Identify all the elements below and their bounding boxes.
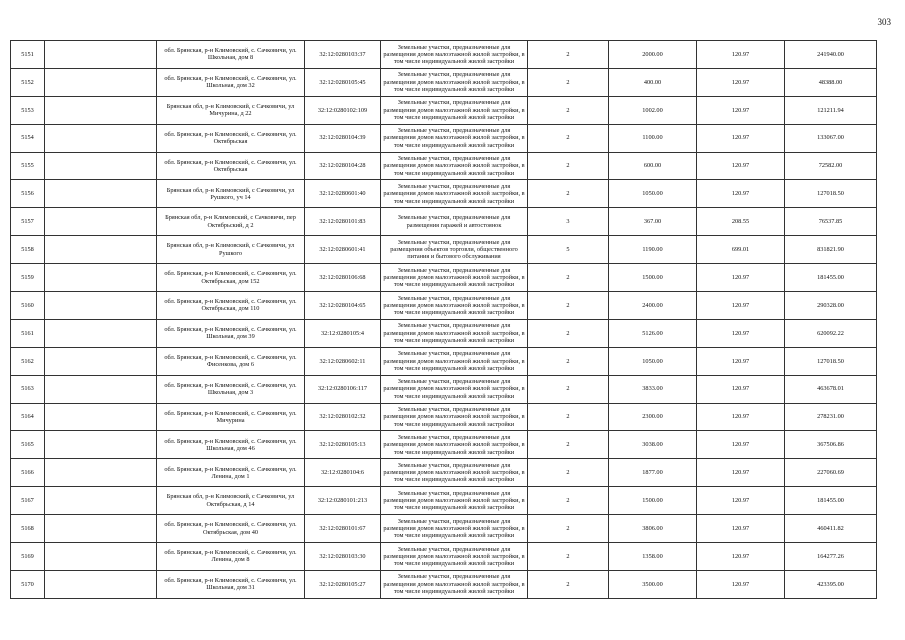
table-row <box>11 403 877 431</box>
cadastre-number-cell: 32:12:0280105:45 <box>305 68 381 96</box>
table-row <box>11 96 877 124</box>
cadastral-value-cell: 72582.00 <box>785 152 877 180</box>
group-cell: 2 <box>528 487 609 515</box>
specific-value-cell: 120.97 <box>697 347 785 375</box>
empty-cell <box>45 264 157 292</box>
land-use-cell: Земельные участки, предназначенные для размещения домов малоэтажной жилой застройки, в том числе индивидуальной жилой застройки <box>381 487 528 515</box>
cadastre-number-cell: 32:12:0280104:28 <box>305 152 381 180</box>
group-cell: 2 <box>528 264 609 292</box>
cadastre-number-cell: 32:12:0280105:4 <box>305 319 381 347</box>
address-cell: Брянская обл, р-н Климовский, с Сачковичи, ул Рушкого, уч 14 <box>157 180 305 208</box>
specific-value-cell: 120.97 <box>697 487 785 515</box>
area-cell: 1190.00 <box>609 236 697 264</box>
table-row <box>11 292 877 320</box>
cadastre-number-cell: 32:12:0280105:13 <box>305 431 381 459</box>
cadastre-number-cell: 32:12:0280602:11 <box>305 347 381 375</box>
area-cell: 367.00 <box>609 208 697 236</box>
group-cell: 2 <box>528 347 609 375</box>
group-cell: 2 <box>528 431 609 459</box>
area-cell: 1050.00 <box>609 180 697 208</box>
area-cell: 1500.00 <box>609 487 697 515</box>
row-number-cell: 5162 <box>11 347 45 375</box>
specific-value-cell: 120.97 <box>697 543 785 571</box>
cadastral-value-cell: 367506.86 <box>785 431 877 459</box>
table-row <box>11 180 877 208</box>
group-cell: 2 <box>528 124 609 152</box>
group-cell: 3 <box>528 208 609 236</box>
specific-value-cell: 120.97 <box>697 152 785 180</box>
specific-value-cell: 120.97 <box>697 459 785 487</box>
row-number-cell: 5153 <box>11 96 45 124</box>
cadastral-value-cell: 76537.85 <box>785 208 877 236</box>
empty-cell <box>45 236 157 264</box>
table-row <box>11 459 877 487</box>
cadastral-value-cell: 831821.90 <box>785 236 877 264</box>
group-cell: 2 <box>528 292 609 320</box>
cadastral-value-cell: 620092.22 <box>785 319 877 347</box>
cadastre-number-cell: 32:12:0280102:109 <box>305 96 381 124</box>
group-cell: 2 <box>528 543 609 571</box>
cadastral-value-cell: 48388.00 <box>785 68 877 96</box>
row-number-cell: 5165 <box>11 431 45 459</box>
row-number-cell: 5164 <box>11 403 45 431</box>
table-row <box>11 41 877 69</box>
address-cell: обл. Брянская, р-н Климовский, с. Сачковичи, ул. Школьная, дом 3 <box>157 375 305 403</box>
land-use-cell: Земельные участки, предназначенные для размещения домов малоэтажной жилой застройки, в том числе индивидуальной жилой застройки <box>381 347 528 375</box>
land-use-cell: Земельные участки, предназначенные для размещения домов малоэтажной жилой застройки, в том числе индивидуальной жилой застройки <box>381 543 528 571</box>
address-cell: обл. Брянская, р-н Климовский, с. Сачковичи, ул. Фисенкова, дом 6 <box>157 347 305 375</box>
cadastre-number-cell: 32:12:0280106:117 <box>305 375 381 403</box>
row-number-cell: 5158 <box>11 236 45 264</box>
land-use-cell: Земельные участки, предназначенные для размещения домов малоэтажной жилой застройки, в том числе индивидуальной жилой застройки <box>381 152 528 180</box>
land-use-cell: Земельные участки, предназначенные для размещения домов малоэтажной жилой застройки, в том числе индивидуальной жилой застройки <box>381 403 528 431</box>
specific-value-cell: 120.97 <box>697 403 785 431</box>
area-cell: 2300.00 <box>609 403 697 431</box>
row-number-cell: 5161 <box>11 319 45 347</box>
cadastral-value-cell: 164277.26 <box>785 543 877 571</box>
cadastre-number-cell: 32:12:0280103:37 <box>305 41 381 69</box>
group-cell: 2 <box>528 96 609 124</box>
empty-cell <box>45 459 157 487</box>
empty-cell <box>45 375 157 403</box>
specific-value-cell: 120.97 <box>697 431 785 459</box>
empty-cell <box>45 347 157 375</box>
address-cell: обл. Брянская, р-н Климовский, с. Сачковичи, ул. Октябрьская <box>157 152 305 180</box>
address-cell: обл. Брянская, р-н Климовский, с. Сачковичи, ул. Школьная, дом 39 <box>157 319 305 347</box>
address-cell: обл. Брянская, р-н Климовский, с. Сачковичи, ул. Ленина, дом 8 <box>157 543 305 571</box>
empty-cell <box>45 431 157 459</box>
table-row <box>11 375 877 403</box>
cadastral-value-cell: 463678.01 <box>785 375 877 403</box>
address-cell: обл. Брянская, р-н Климовский, с. Сачковичи, ул. Октябрьская, дом 40 <box>157 515 305 543</box>
row-number-cell: 5166 <box>11 459 45 487</box>
cadastre-number-cell: 32:12:0280104:65 <box>305 292 381 320</box>
table-row <box>11 347 877 375</box>
land-use-cell: Земельные участки, предназначенные для размещения домов малоэтажной жилой застройки, в том числе индивидуальной жилой застройки <box>381 68 528 96</box>
row-number-cell: 5156 <box>11 180 45 208</box>
cadastral-value-cell: 241940.00 <box>785 41 877 69</box>
empty-cell <box>45 180 157 208</box>
empty-cell <box>45 319 157 347</box>
land-use-cell: Земельные участки, предназначенные для размещения домов малоэтажной жилой застройки, в том числе индивидуальной жилой застройки <box>381 570 528 598</box>
land-use-cell: Земельные участки, предназначенные для размещения домов малоэтажной жилой застройки, в том числе индивидуальной жилой застройки <box>381 431 528 459</box>
empty-cell <box>45 403 157 431</box>
specific-value-cell: 120.97 <box>697 180 785 208</box>
area-cell: 2000.00 <box>609 41 697 69</box>
cadastre-number-cell: 32:12:0280106:68 <box>305 264 381 292</box>
empty-cell <box>45 515 157 543</box>
land-register-table <box>10 40 877 599</box>
row-number-cell: 5167 <box>11 487 45 515</box>
cadastral-value-cell: 423395.00 <box>785 570 877 598</box>
empty-cell <box>45 487 157 515</box>
land-use-cell: Земельные участки, предназначенные для размещения гаражей и автостоянок <box>381 208 528 236</box>
row-number-cell: 5159 <box>11 264 45 292</box>
address-cell: обл. Брянская, р-н Климовский, с. Сачковичи, ул. Мичурина <box>157 403 305 431</box>
cadastral-value-cell: 290328.00 <box>785 292 877 320</box>
table-body <box>11 41 877 599</box>
table-row <box>11 264 877 292</box>
address-cell: Брянская обл, р-н Климовский, с Сачковичи, ул Октябрьская, д 14 <box>157 487 305 515</box>
group-cell: 2 <box>528 41 609 69</box>
table-row <box>11 487 877 515</box>
cadastre-number-cell: 32:12:0280101:213 <box>305 487 381 515</box>
specific-value-cell: 120.97 <box>697 41 785 69</box>
group-cell: 2 <box>528 180 609 208</box>
area-cell: 3500.00 <box>609 570 697 598</box>
land-use-cell: Земельные участки, предназначенные для размещения объектов торговли, общественного питания и бытового обслуживания <box>381 236 528 264</box>
cadastral-value-cell: 133067.00 <box>785 124 877 152</box>
address-cell: обл. Брянская, р-н Климовский, с. Сачковичи, ул. Октябрьская <box>157 124 305 152</box>
group-cell: 2 <box>528 403 609 431</box>
table-row <box>11 543 877 571</box>
address-cell: обл. Брянская, р-н Климовский, с. Сачковичи, ул. Ленина, дом 1 <box>157 459 305 487</box>
specific-value-cell: 699.01 <box>697 236 785 264</box>
group-cell: 2 <box>528 459 609 487</box>
table-row <box>11 570 877 598</box>
area-cell: 600.00 <box>609 152 697 180</box>
specific-value-cell: 120.97 <box>697 124 785 152</box>
address-cell: обл. Брянская, р-н Климовский, с. Сачковичи, ул. Школьная, дом 31 <box>157 570 305 598</box>
land-use-cell: Земельные участки, предназначенные для размещения домов малоэтажной жилой застройки, в том числе индивидуальной жилой застройки <box>381 319 528 347</box>
group-cell: 2 <box>528 152 609 180</box>
area-cell: 400.00 <box>609 68 697 96</box>
empty-cell <box>45 543 157 571</box>
group-cell: 2 <box>528 570 609 598</box>
cadastre-number-cell: 32:12:0280102:32 <box>305 403 381 431</box>
empty-cell <box>45 292 157 320</box>
land-use-cell: Земельные участки, предназначенные для размещения домов малоэтажной жилой застройки, в том числе индивидуальной жилой застройки <box>381 375 528 403</box>
cadastre-number-cell: 32:12:0280601:40 <box>305 180 381 208</box>
group-cell: 5 <box>528 236 609 264</box>
group-cell: 2 <box>528 68 609 96</box>
area-cell: 3806.00 <box>609 515 697 543</box>
specific-value-cell: 120.97 <box>697 96 785 124</box>
empty-cell <box>45 208 157 236</box>
row-number-cell: 5160 <box>11 292 45 320</box>
address-cell: обл. Брянская, р-н Климовский, с. Сачковичи, ул. Октябрьская, дом 110 <box>157 292 305 320</box>
row-number-cell: 5163 <box>11 375 45 403</box>
cadastre-number-cell: 32:12:0280105:27 <box>305 570 381 598</box>
land-use-cell: Земельные участки, предназначенные для размещения домов малоэтажной жилой застройки, в том числе индивидуальной жилой застройки <box>381 459 528 487</box>
area-cell: 1877.00 <box>609 459 697 487</box>
land-use-cell: Земельные участки, предназначенные для размещения домов малоэтажной жилой застройки, в том числе индивидуальной жилой застройки <box>381 180 528 208</box>
specific-value-cell: 120.97 <box>697 68 785 96</box>
row-number-cell: 5168 <box>11 515 45 543</box>
row-number-cell: 5157 <box>11 208 45 236</box>
cadastral-value-cell: 227060.69 <box>785 459 877 487</box>
specific-value-cell: 120.97 <box>697 319 785 347</box>
area-cell: 3038.00 <box>609 431 697 459</box>
empty-cell <box>45 124 157 152</box>
group-cell: 2 <box>528 515 609 543</box>
group-cell: 2 <box>528 319 609 347</box>
address-cell: Брянская обл, р-н Климовский, с Сачковичи, пер Октябрьский, д 2 <box>157 208 305 236</box>
row-number-cell: 5154 <box>11 124 45 152</box>
area-cell: 1100.00 <box>609 124 697 152</box>
land-use-cell: Земельные участки, предназначенные для размещения домов малоэтажной жилой застройки, в том числе индивидуальной жилой застройки <box>381 124 528 152</box>
table-row <box>11 431 877 459</box>
land-use-cell: Земельные участки, предназначенные для размещения домов малоэтажной жилой застройки, в том числе индивидуальной жилой застройки <box>381 264 528 292</box>
table-row <box>11 152 877 180</box>
table-row <box>11 236 877 264</box>
empty-cell <box>45 41 157 69</box>
table-row <box>11 124 877 152</box>
area-cell: 5126.00 <box>609 319 697 347</box>
row-number-cell: 5170 <box>11 570 45 598</box>
table-row <box>11 68 877 96</box>
row-number-cell: 5152 <box>11 68 45 96</box>
land-use-cell: Земельные участки, предназначенные для размещения домов малоэтажной жилой застройки, в том числе индивидуальной жилой застройки <box>381 292 528 320</box>
row-number-cell: 5151 <box>11 41 45 69</box>
cadastral-value-cell: 181455.00 <box>785 264 877 292</box>
specific-value-cell: 120.97 <box>697 292 785 320</box>
cadastral-value-cell: 121211.94 <box>785 96 877 124</box>
specific-value-cell: 120.97 <box>697 570 785 598</box>
table-row <box>11 319 877 347</box>
cadastre-number-cell: 32:12:0280101:83 <box>305 208 381 236</box>
address-cell: обл. Брянская, р-н Климовский, с. Сачковичи, ул. Школьная, дом 46 <box>157 431 305 459</box>
specific-value-cell: 120.97 <box>697 264 785 292</box>
row-number-cell: 5155 <box>11 152 45 180</box>
empty-cell <box>45 96 157 124</box>
cadastral-value-cell: 127018.50 <box>785 180 877 208</box>
cadastre-number-cell: 32:12:0280103:30 <box>305 543 381 571</box>
specific-value-cell: 208.55 <box>697 208 785 236</box>
address-cell: обл. Брянская, р-н Климовский, с. Сачковичи, ул. Школьная, дом 32 <box>157 68 305 96</box>
page-number: 303 <box>877 17 891 27</box>
empty-cell <box>45 68 157 96</box>
address-cell: Брянская обл, р-н Климовский, с Сачковичи, ул Рушкого <box>157 236 305 264</box>
address-cell: обл. Брянская, р-н Климовский, с. Сачковичи, ул. Школьная, дом 8 <box>157 41 305 69</box>
area-cell: 1002.00 <box>609 96 697 124</box>
area-cell: 3833.00 <box>609 375 697 403</box>
table-row <box>11 515 877 543</box>
area-cell: 1500.00 <box>609 264 697 292</box>
specific-value-cell: 120.97 <box>697 375 785 403</box>
table-row <box>11 208 877 236</box>
cadastre-number-cell: 32:12:0280104:39 <box>305 124 381 152</box>
land-use-cell: Земельные участки, предназначенные для размещения домов малоэтажной жилой застройки, в том числе индивидуальной жилой застройки <box>381 41 528 69</box>
cadastre-number-cell: 32:12:0280104:6 <box>305 459 381 487</box>
area-cell: 1358.00 <box>609 543 697 571</box>
cadastral-value-cell: 181455.00 <box>785 487 877 515</box>
empty-cell <box>45 570 157 598</box>
cadastre-number-cell: 32:12:0280601:41 <box>305 236 381 264</box>
address-cell: Брянская обл, р-н Климовский, с Сачковичи, ул Мичурина, д 22 <box>157 96 305 124</box>
land-use-cell: Земельные участки, предназначенные для размещения домов малоэтажной жилой застройки, в том числе индивидуальной жилой застройки <box>381 515 528 543</box>
area-cell: 1050.00 <box>609 347 697 375</box>
empty-cell <box>45 152 157 180</box>
cadastre-number-cell: 32:12:0280101:67 <box>305 515 381 543</box>
cadastral-value-cell: 460411.82 <box>785 515 877 543</box>
land-use-cell: Земельные участки, предназначенные для размещения домов малоэтажной жилой застройки, в том числе индивидуальной жилой застройки <box>381 96 528 124</box>
row-number-cell: 5169 <box>11 543 45 571</box>
cadastral-value-cell: 278231.00 <box>785 403 877 431</box>
cadastral-value-cell: 127018.50 <box>785 347 877 375</box>
group-cell: 2 <box>528 375 609 403</box>
specific-value-cell: 120.97 <box>697 515 785 543</box>
area-cell: 2400.00 <box>609 292 697 320</box>
address-cell: обл. Брянская, р-н Климовский, с. Сачковичи, ул. Октябрьская, дом 152 <box>157 264 305 292</box>
